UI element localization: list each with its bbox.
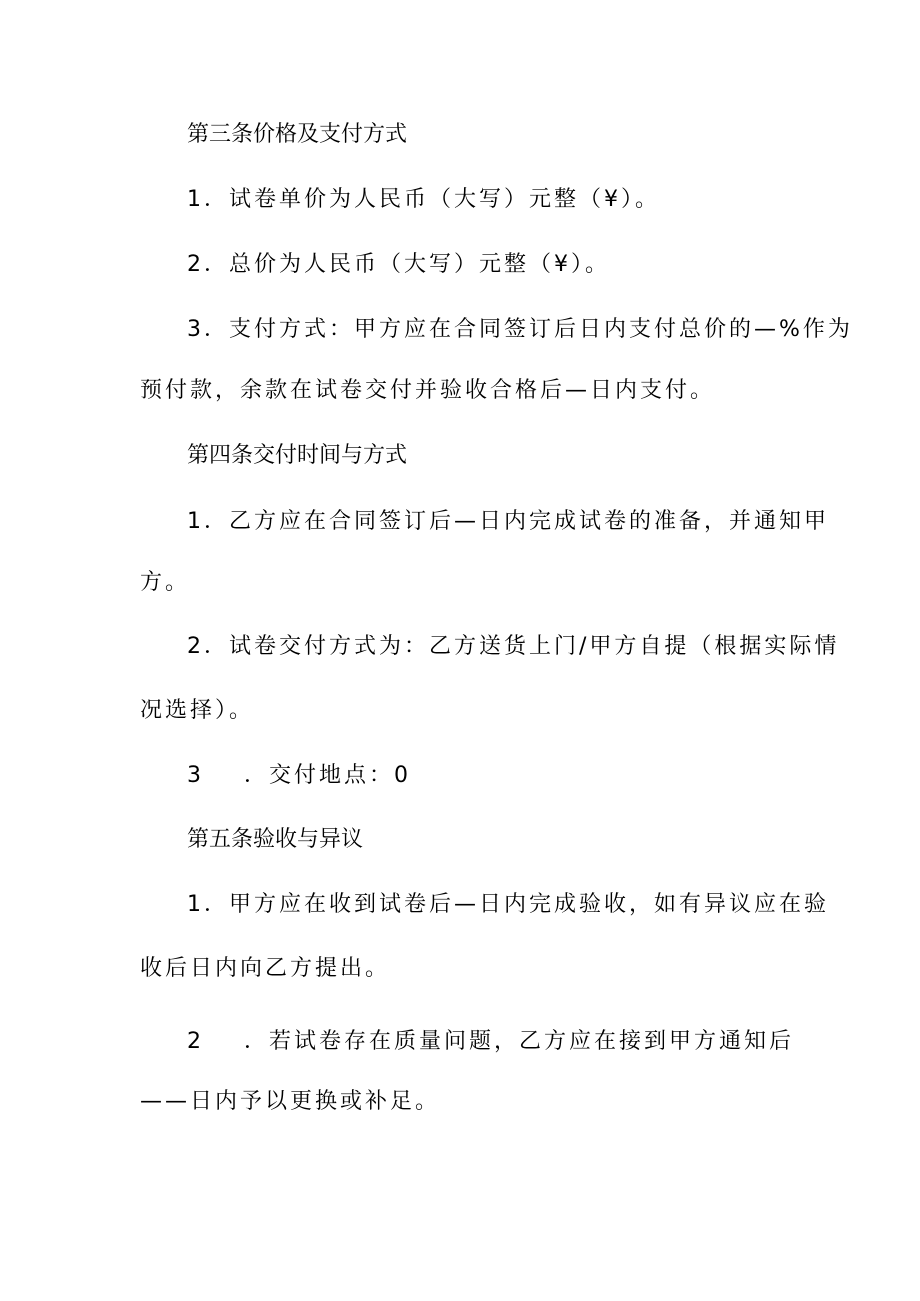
paragraph-line: ——日内予以更换或补足。 — [140, 1089, 441, 1114]
paragraph-line: 1．甲方应在收到试卷后—日内完成验收，如有异议应在验 — [187, 892, 829, 917]
paragraph-line: 况选择）。 — [140, 698, 255, 723]
item-number: 3 — [187, 763, 204, 788]
section-heading: 第四条交付时间与方式 — [187, 443, 408, 468]
paragraph-line: 2．试卷交付方式为：乙方送货上门/甲方自提（根据实际情 — [187, 634, 840, 659]
item-text: ．交付地点：0 — [244, 763, 411, 788]
paragraph-line: 2．总价为人民币（大写）元整（¥）。 — [187, 252, 610, 277]
paragraph-line: 3．支付方式：甲方应在合同签订后日内支付总价的—%作为 — [187, 317, 853, 342]
section-heading: 第五条验收与异议 — [187, 827, 364, 852]
paragraph-line: 预付款，余款在试卷交付并验收合格后—日内支付。 — [140, 378, 716, 403]
section-heading: 第三条价格及支付方式 — [187, 122, 408, 147]
item-number: 2 — [187, 1029, 204, 1054]
paragraph-line: 1．乙方应在合同签订后—日内完成试卷的准备，并通知甲 — [187, 509, 829, 534]
paragraph-line: 1．试卷单价为人民币（大写）元整（¥）。 — [187, 187, 660, 212]
paragraph-line — [187, 1027, 794, 1057]
paragraph-line: 收后日内向乙方提出。 — [140, 956, 391, 981]
paragraph-line: 方。 — [140, 570, 191, 595]
paragraph-line — [187, 761, 411, 791]
item-text: ．若试卷存在质量问题，乙方应在接到甲方通知后 — [244, 1029, 795, 1054]
